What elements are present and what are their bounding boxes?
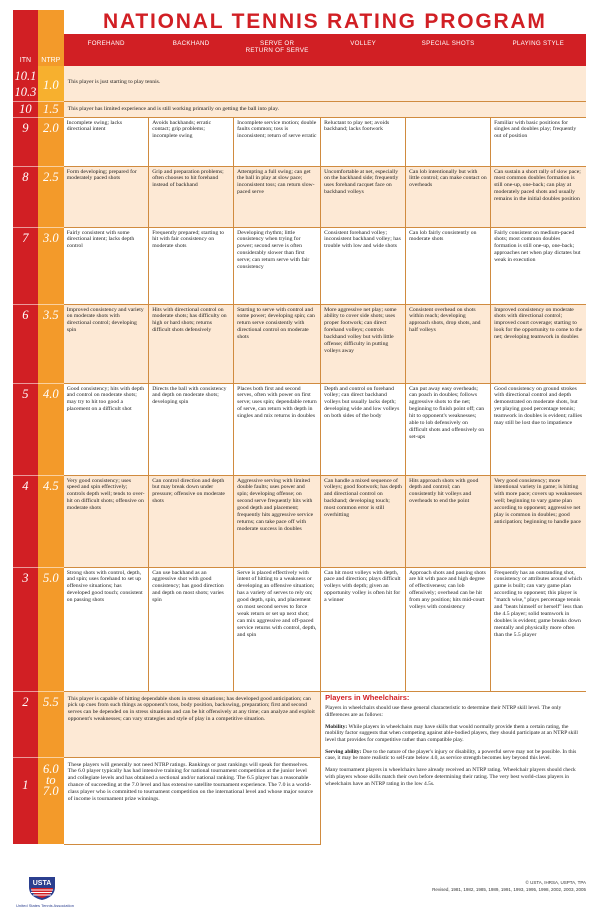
itn-level: 5 xyxy=(13,383,38,475)
special-shots-cell: Consistent overhead on shots within reach; developing approach shots, drop shots, and half volleys xyxy=(406,304,491,383)
itn-header: ITN xyxy=(13,10,38,66)
special-shots-cell xyxy=(406,117,491,166)
serve-cell: Serve is placed effectively with intent of hitting to a weakness or developing an offensive situation; has a variety of serves to rely on; good depth, spin, and placement on most second serves to force weak return or set up next shot; can mix aggressive and off-paced service returns with control, depth, and spin xyxy=(234,567,321,691)
column-header-forehand: FOREHAND xyxy=(64,36,149,67)
forehand-cell: Strong shots with control, depth, and spin; uses forehand to set up offensive situations; has developed good touch; consistent on passing shots xyxy=(64,567,149,691)
rating-table xyxy=(13,10,586,845)
playing-style-cell: Can sustain a short rally of slow pace; most common doubles formation is still one-up, one-back; can play at moderately paced shots and usually remains in the initial doubles position xyxy=(491,166,586,227)
rating-row-4-0 xyxy=(13,383,586,475)
forehand-cell: Incomplete swing; lacks directional intent xyxy=(64,117,149,166)
special-shots-cell: Hits approach shots with good depth and control; can consistently hit volleys and overheads to end the point xyxy=(406,475,491,567)
column-header-playing-style: PLAYING STYLE xyxy=(491,36,586,67)
itn-level: 8 xyxy=(13,166,38,227)
wheelchair-closing: Many tournament players in wheelchairs have already received an NTRP rating. Wheelchair players should check with players whose skills match their own before determining their rating. The very best world-class players in wheelchairs have an NTRP rating in the low 4.5s. xyxy=(325,767,576,787)
rating-row-3-0 xyxy=(13,227,586,304)
playing-style-cell: Familiar with basic positions for singles and doubles play; frequently out of position xyxy=(491,117,586,166)
itn-level: 3 xyxy=(13,567,38,691)
ntrp-level: 1.0 xyxy=(38,66,64,101)
revision-history: Revised, 1981, 1982, 1985, 1989, 1991, 1993, 1995, 1998, 2002, 2003, 2005 xyxy=(432,887,586,892)
rating-row-1-5 xyxy=(13,101,586,117)
serve-cell: Places both first and second serves, often with power on first serve; uses spin; dependable return of serve, can return with depth in singles and mix returns in doubles xyxy=(234,383,321,475)
playing-style-cell: Fairly consistent on medium-paced shots; most common doubles formation is still one-up, one-back; approaches net when play dictates but weak in execution xyxy=(491,227,586,304)
ntrp-level: 4.5 xyxy=(38,475,64,567)
itn-level: 1 xyxy=(13,757,38,844)
ntrp-level: 1.5 xyxy=(38,101,64,117)
rating-chart xyxy=(13,10,586,845)
ntrp-level: 3.5 xyxy=(38,304,64,383)
rating-row-4-5 xyxy=(13,475,586,567)
playing-style-cell: Very good consistency; more intentional variety in game; is hitting with more pace; covers up weaknesses well; beginning to vary game plan according to opponent; aggressive net play is common in doubles; good anticipation; beginning to handle pace xyxy=(491,475,586,567)
volley-cell: Consistent forehand volley; inconsistent backhand volley; has trouble with low and wide shots xyxy=(321,227,406,304)
serving-text: Due to the nature of the player's injury or disability, a powerful serve may not be possible. In this case, it may be more realistic to self-rate below 4.0, as service strength becomes key beyond this level. xyxy=(325,748,577,762)
special-shots-cell: Can lob intentionally but with little control; can make contact on overheads xyxy=(406,166,491,227)
volley-cell: More aggressive net play; some ability to cover side shots; uses proper footwork; can direct forehand volleys; controls backhand volley but with little offense; difficulty in putting volleys away xyxy=(321,304,406,383)
itn-level: 4 xyxy=(13,475,38,567)
itn-level: 6 xyxy=(13,304,38,383)
backhand-cell: Grip and preparation problems; often chooses to hit forehand instead of backhand xyxy=(149,166,234,227)
forehand-cell: Form developing; prepared for moderately paced shots xyxy=(64,166,149,227)
itn-level: 10.1 10.3 xyxy=(13,66,38,101)
column-header-volley: VOLLEY xyxy=(321,36,406,67)
copyright: © USTA, IHRSA, USPTA, TPA xyxy=(525,880,586,885)
wheelchair-title: Players in Wheelchairs: xyxy=(325,692,410,702)
mobility-label: Mobility: xyxy=(325,723,348,730)
ntrp-level: 6.0 to 7.0 xyxy=(38,757,64,844)
volley-cell: Can handle a mixed sequence of volleys; good footwork; has depth and directional control on backhand; developing touch; most common error is still overhitting xyxy=(321,475,406,567)
column-header-serve-line2: RETURN OF SERVE xyxy=(245,47,309,54)
playing-style-cell: Frequently has an outstanding shot, consistency or attributes around which game is built; can vary game plan according to opponent; this player is "match wise," plays percentage tennis and "beats himself or herself" less than the 4.5 player; solid teamwork in doubles is evident; game breaks down mentally and physically more often than the 5.5 player xyxy=(491,567,586,691)
backhand-cell: Can use backhand as an aggressive shot with good consistency; has good direction and depth on most shots; varies spin xyxy=(149,567,234,691)
level-description: These players will generally not need NTRP ratings. Rankings or past rankings will speak for themselves. The 6.0 player typically has had intensive training for national tournament competition at the junior level and collegiate levels and has obtained a sectional and/or national ranking. The 6.5 player has a reasonable chance of succeeding at the 7.0 level and has extensive satellite tournament experience. The 7.0 is a world-class player who is committed to tournament competition on the international level and whose major source of income is tournament prize winnings. xyxy=(64,757,321,844)
playing-style-cell: Good consistency on ground strokes with directional control and depth demonstrated on moderate shots, but yet playing good percentage tennis; teamwork in doubles is evident; rallies may still be lost due to impatience xyxy=(491,383,586,475)
rating-row-2-5 xyxy=(13,166,586,227)
rating-row-3-5 xyxy=(13,304,586,383)
wheelchair-serving xyxy=(325,749,582,762)
rating-row-5-5 xyxy=(13,691,586,757)
ntrp-level: 5.5 xyxy=(38,691,64,757)
ntrp-level: 2.5 xyxy=(38,166,64,227)
column-header-row xyxy=(13,36,586,67)
ntrp-level: 4.0 xyxy=(38,383,64,475)
rating-row-2-0 xyxy=(13,117,586,166)
wheelchair-mobility xyxy=(325,724,582,744)
serve-cell: Attempting a full swing; can get the ball in play at slow pace; inconsistent toss; can return slow-paced serve xyxy=(234,166,321,227)
backhand-cell: Can control direction and depth but may break down under pressure; offensive on moderate shots xyxy=(149,475,234,567)
page-title: NATIONAL TENNIS RATING PROGRAM xyxy=(103,10,547,33)
usta-logo xyxy=(13,875,73,911)
backhand-cell: Avoids backhands; erratic contact; grip problems; incomplete swing xyxy=(149,117,234,166)
itn-level: 7 xyxy=(13,227,38,304)
serve-cell: Incomplete service motion; double faults common; toss is inconsistent; return of serve erratic xyxy=(234,117,321,166)
mobility-text: While players in wheelchairs may have skills that would normally provide them a certain rating, the mobility factor suggests that when competing against able-bodied players, they should participate at an NTRP skill level that provides for competitive rather than compatible play. xyxy=(325,723,578,744)
level-description: This player is capable of hitting dependable shots in stress situations; has developed good anticipation; can pick up cues from such things as opponent's toss, body position, backswing, preparation; first and second serves can be depended on in stress situations and can be hit offensively at any time; can analyze and exploit opponent's weaknesses; can vary strategies and style of play in a competitive situation. xyxy=(64,691,321,757)
level-description: This player has limited experience and is still working primarily on getting the ball into play. xyxy=(64,101,586,117)
ntrp-level: 3.0 xyxy=(38,227,64,304)
serve-cell: Starting to serve with control and some power; developing spin; can return serve consistently with directional control on moderate shots xyxy=(234,304,321,383)
volley-cell: Uncomfortable at net, especially on the backhand side; frequently uses forehand racquet face on backhand volleys xyxy=(321,166,406,227)
title-row xyxy=(13,10,586,36)
column-header-serve-line1: SERVE OR xyxy=(260,40,295,47)
forehand-cell: Fairly consistent with some directional intent; lacks depth control xyxy=(64,227,149,304)
serve-cell: Developing rhythm; little consistency when trying for power; second serve is often considerably slower than first serve; can return serve with fair consistency xyxy=(234,227,321,304)
itn-level: 10 xyxy=(13,101,38,117)
wheelchair-panel xyxy=(321,691,586,844)
copyright-block xyxy=(432,879,586,893)
column-header-serve xyxy=(234,36,321,67)
footer xyxy=(13,873,586,913)
special-shots-cell: Can put away easy overheads; can poach in doubles; follows aggressive shots to the net; beginning to finish point off; can hit to opponent's weaknesses; able to lob defensively on difficult shots and offensively on set-ups xyxy=(406,383,491,475)
column-header-backhand: BACKHAND xyxy=(149,36,234,67)
ntrp-level: 2.0 xyxy=(38,117,64,166)
usta-shield-icon xyxy=(27,875,57,901)
itn-level: 9 xyxy=(13,117,38,166)
itn-level: 2 xyxy=(13,691,38,757)
rating-row-5-0 xyxy=(13,567,586,691)
volley-cell: Depth and control on forehand volley; can direct backhand volleys but usually lacks depth; developing wide and low volleys on both sides of the body xyxy=(321,383,406,475)
ntrp-level: 5.0 xyxy=(38,567,64,691)
special-shots-cell: Can lob fairly consistently on moderate shots xyxy=(406,227,491,304)
org-name: United States Tennis Association xyxy=(16,903,74,908)
forehand-cell: Very good consistency; uses speed and spin effectively; controls depth well; tends to over-hit on difficult shots; offensive on moderate shots xyxy=(64,475,149,567)
level-description: This player is just starting to play tennis. xyxy=(64,66,586,101)
backhand-cell: Directs the ball with consistency and depth on moderate shots; developing spin xyxy=(149,383,234,475)
column-header-special-shots: SPECIAL SHOTS xyxy=(406,36,491,67)
svg-text:USTA: USTA xyxy=(32,880,52,887)
wheelchair-intro: Players in wheelchairs should use these general characteristic to determine their NTRP skill level. The only differences are as follows: xyxy=(325,705,562,718)
playing-style-cell: Improved consistency on moderate shots with directional control; improved court coverage; starting to look for the opportunity to come to the net; developing teamwork in doubles xyxy=(491,304,586,383)
forehand-cell: Good consistency; hits with depth and control on moderate shots; may try to hit too good a placement on a difficult shot xyxy=(64,383,149,475)
serve-cell: Aggressive serving with limited double faults; uses power and spin; developing offense; on second serve frequently hits with good depth and placement; frequently hits aggressive service returns; can take pace off with moderate success in doubles xyxy=(234,475,321,567)
volley-cell: Reluctant to play net; avoids backhand; lacks footwork xyxy=(321,117,406,166)
backhand-cell: Hits with directional control on moderate shots; has difficulty on high or hard shots; returns difficult shots defensively xyxy=(149,304,234,383)
backhand-cell: Frequently prepared; starting to hit with fair consistency on moderate shots xyxy=(149,227,234,304)
volley-cell: Can hit most volleys with depth, pace and direction; plays difficult volleys with depth; given an opportunity volley is often hit for a winner xyxy=(321,567,406,691)
ntrp-header: NTRP xyxy=(38,10,64,66)
special-shots-cell: Approach shots and passing shots are hit with pace and high degree of effectiveness; can lob offensively; overhead can be hit from any position; hits mid-court volleys with consistency xyxy=(406,567,491,691)
forehand-cell: Improved consistency and variety on moderate shots with directional control; developing spin xyxy=(64,304,149,383)
rating-row-1-0 xyxy=(13,66,586,101)
serving-label: Serving ability: xyxy=(325,748,362,755)
